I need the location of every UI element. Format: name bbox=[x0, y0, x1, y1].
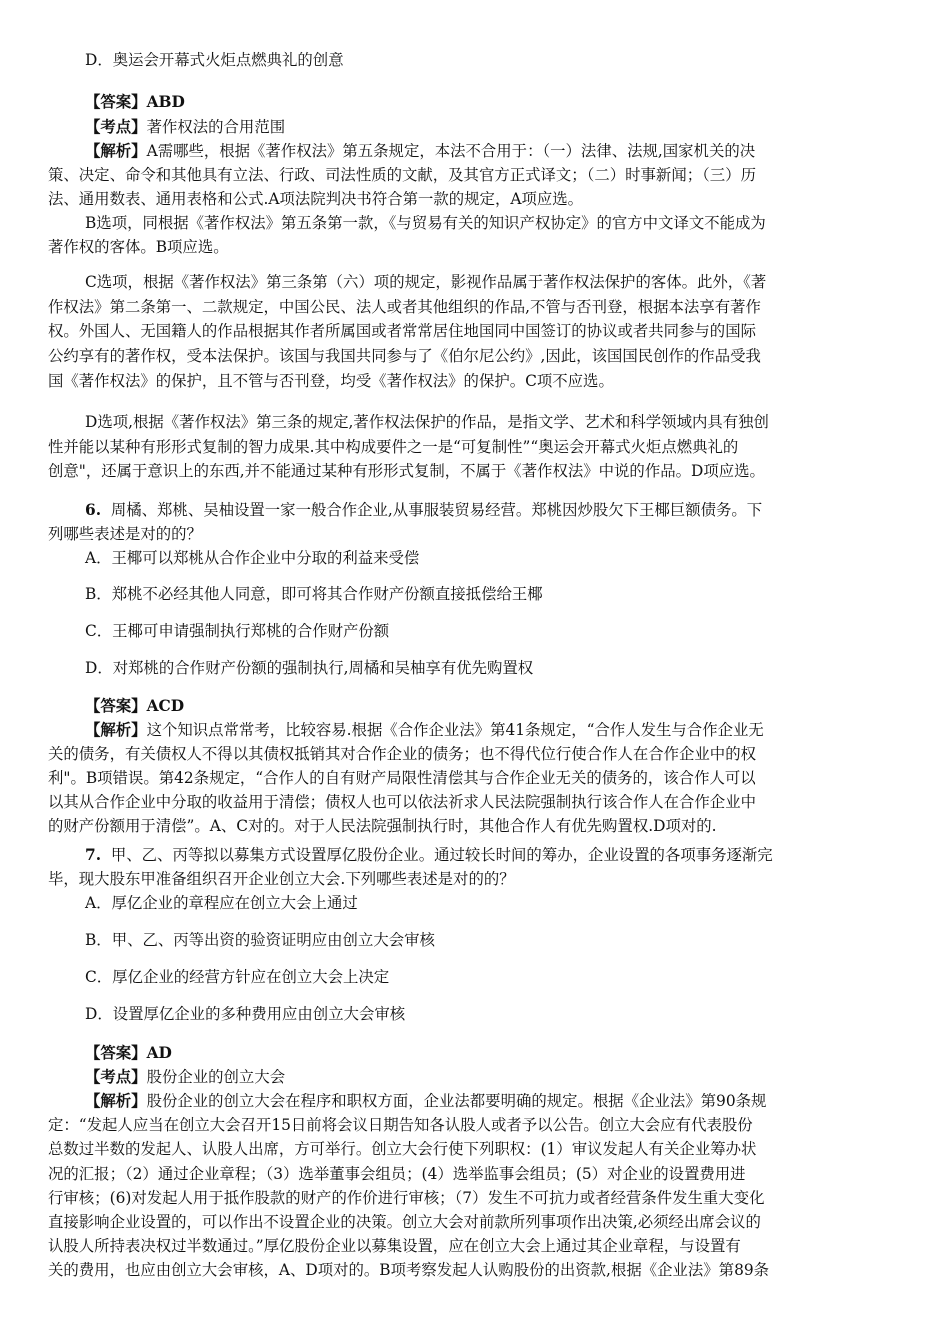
q5-c-line-2: 作权法》第二条第一、二款规定，中国公民、法人或者其他组织的作品,不管与否刊登，根据本法享有著作 bbox=[48, 298, 761, 316]
jiexi-tag: 【解析】 bbox=[85, 142, 147, 160]
q5-d-line-1: D选项,根据《著作权法》第三条的规定,著作权法保护的作品，是指文学、艺术和科学领域内具有独创 bbox=[85, 413, 769, 431]
q5-c-line-4: 公约享有的著作权，受本法保护。该国与我国共同参与了《伯尔尼公约》,因此，该国国民创作的作品受我 bbox=[48, 347, 761, 365]
q5-c-line-5: 国《著作权法》的保护，且不管与否刊登，均受《著作权法》的保护。C项不应选。 bbox=[48, 372, 614, 390]
q7-kaodian-line bbox=[85, 1065, 285, 1089]
jiexi-tag: 【解析】 bbox=[85, 1092, 147, 1110]
q5-d-line-3: 创意"，还属于意识上的东西,并不能通过某种有形形式复制，不属于《著作权法》中说的作品。D项应选。 bbox=[48, 462, 765, 480]
answer-value: ACD bbox=[146, 697, 185, 715]
question-number: 7. bbox=[85, 846, 102, 864]
question-text: 周橘、郑桃、吴柚设置一家一般合作企业,从事服装贸易经营。郑桃因炒股欠下王椰巨额债务。下 bbox=[110, 501, 763, 519]
kaodian-tag: 【考点】 bbox=[85, 1068, 147, 1086]
q5-option-d: D．奥运会开幕式火炬点燃典礼的创意 bbox=[85, 51, 344, 69]
q5-jiexi-line-2: 策、决定、命令和其他具有立法、行政、司法性质的文献，及其官方正式译文；（二）时事新闻；（三）历 bbox=[48, 166, 756, 184]
q7-option-c: C．厚亿企业的经营方针应在创立大会上决定 bbox=[85, 968, 390, 986]
answer-tag: 【答案】 bbox=[85, 697, 147, 715]
kaodian-value: 著作权法的合用范围 bbox=[146, 118, 286, 136]
q7-jiexi-line-3: 总数过半数的发起人、认股人出席，方可举行。创立大会行使下列职权：(1）审议发起人有关企业筹办状 bbox=[48, 1140, 757, 1158]
q6-stem-line-2: 列哪些表述是对的的？ bbox=[48, 525, 202, 543]
q7-jiexi-line-4: 况的汇报；（2）通过企业章程；（3）选举董事会组员；(4）选举监事会组员；(5）对企业的设置费用进 bbox=[48, 1165, 746, 1183]
q7-option-a: A．厚亿企业的章程应在创立大会上通过 bbox=[85, 894, 358, 912]
q6-jiexi-line-3: 利"。B项错误。第42条规定，“合作人的自有财产局限性清偿其与合作企业无关的债务的，该合作人可以 bbox=[48, 769, 756, 787]
kaodian-tag: 【考点】 bbox=[85, 118, 147, 136]
q6-jiexi-line-2: 关的债务，有关债权人不得以其债权抵销其对合作企业的债务；也不得代位行使合作人在合作企业中的权 bbox=[48, 745, 756, 763]
q7-answer-line bbox=[85, 1041, 172, 1065]
jiexi-text: 这个知识点常常考，比较容易.根据《合作企业法》第41条规定，“合作人发生与合作企业无 bbox=[146, 721, 764, 739]
q6-option-c: C．王椰可申请强制执行郑桃的合作财产份额 bbox=[85, 622, 390, 640]
q7-stem-line-2: 毕，现大股东甲准备组织召开企业创立大会.下列哪些表述是对的的？ bbox=[48, 870, 515, 888]
q5-c-line-3: 权。外国人、无国籍人的作品根据其作者所属国或者常常居住地国同中国签订的协议或者共同参与的国际 bbox=[48, 322, 756, 340]
answer-value: AD bbox=[146, 1044, 172, 1062]
q7-stem-line-1 bbox=[85, 843, 773, 867]
q7-jiexi-line-5: 行审核；(6)对发起人用于抵作股款的财产的作价进行审核；（7）发生不可抗力或者经营条件发生重大变化 bbox=[48, 1189, 765, 1207]
q5-c-line-1: C选项，根据《著作权法》第三条第（六）项的规定，影视作品属于著作权法保护的客体。此外，《著 bbox=[85, 273, 767, 291]
q6-option-b: B．郑桃不必经其他人同意，即可将其合作财产份额直接抵偿给王椰 bbox=[85, 585, 543, 603]
q7-option-d: D．设置厚亿企业的多种费用应由创立大会审核 bbox=[85, 1005, 406, 1023]
q5-b-line-2: 著作权的客体。B项应选。 bbox=[48, 238, 229, 256]
q7-jiexi-line-2: 定：“发起人应当在创立大会召开15日前将会议日期告知各认股人或者予以公告。创立大会应有代表股份 bbox=[48, 1116, 753, 1134]
q7-jiexi-line-6: 直接影响企业设置的，可以作出不设置企业的决策。创立大会对前款所列事项作出决策,必须经出席会议的 bbox=[48, 1213, 761, 1231]
q5-b-line-1: B选项，同根据《著作权法》第五条第一款，《与贸易有关的知识产权协定》的官方中文译文不能成为 bbox=[85, 214, 766, 232]
q6-option-d: D．对郑桃的合作财产份额的强制执行,周橘和吴柚享有优先购置权 bbox=[85, 659, 534, 677]
answer-value: ABD bbox=[146, 93, 185, 111]
q6-answer-line bbox=[85, 694, 184, 718]
q5-answer-line bbox=[85, 90, 185, 114]
q6-jiexi-line-5: 的财产份额用于清偿”。A、C对的。对于人民法院强制执行时，其他合作人有优先购置权.D项对的. bbox=[48, 817, 717, 835]
jiexi-tag: 【解析】 bbox=[85, 721, 147, 739]
q5-jiexi-line-1 bbox=[85, 139, 755, 163]
question-text: 甲、乙、丙等拟以募集方式设置厚亿股份企业。通过较长时间的筹办，企业设置的各项事务逐渐完 bbox=[110, 846, 773, 864]
q5-d-line-2: 性并能以某种有形形式复制的智力成果.其中构成要件之一是“可复制性”“奥运会开幕式火炬点燃典礼的 bbox=[48, 438, 739, 456]
q6-stem-line-1 bbox=[85, 498, 762, 522]
q5-kaodian-line bbox=[85, 115, 285, 139]
question-number: 6. bbox=[85, 501, 102, 519]
q7-jiexi-line-8: 关的费用，也应由创立大会审核，A、D项对的。B项考察发起人认购股份的出资款,根据《企业法》第89条 bbox=[48, 1261, 770, 1279]
q7-option-b: B．甲、乙、丙等出资的验资证明应由创立大会审核 bbox=[85, 931, 435, 949]
q6-option-a: A．王椰可以郑桃从合作企业中分取的利益来受偿 bbox=[85, 549, 420, 567]
q6-jiexi-line-4: 以其从合作企业中分取的收益用于清偿；债权人也可以依法祈求人民法院强制执行该合作人在合作企业中 bbox=[48, 793, 756, 811]
jiexi-text: 股份企业的创立大会在程序和职权方面，企业法都要明确的规定。根据《企业法》第90条规 bbox=[146, 1092, 767, 1110]
q7-jiexi-line-7: 认股人所持表决权过半数通过。”厚亿股份企业以募集设置，应在创立大会上通过其企业章程，与设置有 bbox=[48, 1237, 741, 1255]
answer-tag: 【答案】 bbox=[85, 1044, 147, 1062]
q5-jiexi-line-3: 法、通用数表、通用表格和公式.A项法院判决书符合第一款的规定，A项应选。 bbox=[48, 190, 584, 208]
jiexi-text: A需哪些，根据《著作权法》第五条规定，本法不合用于：（一）法律、法规,国家机关的决 bbox=[146, 142, 756, 160]
answer-tag: 【答案】 bbox=[85, 93, 147, 111]
q7-jiexi-line-1 bbox=[85, 1089, 766, 1113]
kaodian-value: 股份企业的创立大会 bbox=[146, 1068, 286, 1086]
q6-jiexi-line-1 bbox=[85, 718, 764, 742]
